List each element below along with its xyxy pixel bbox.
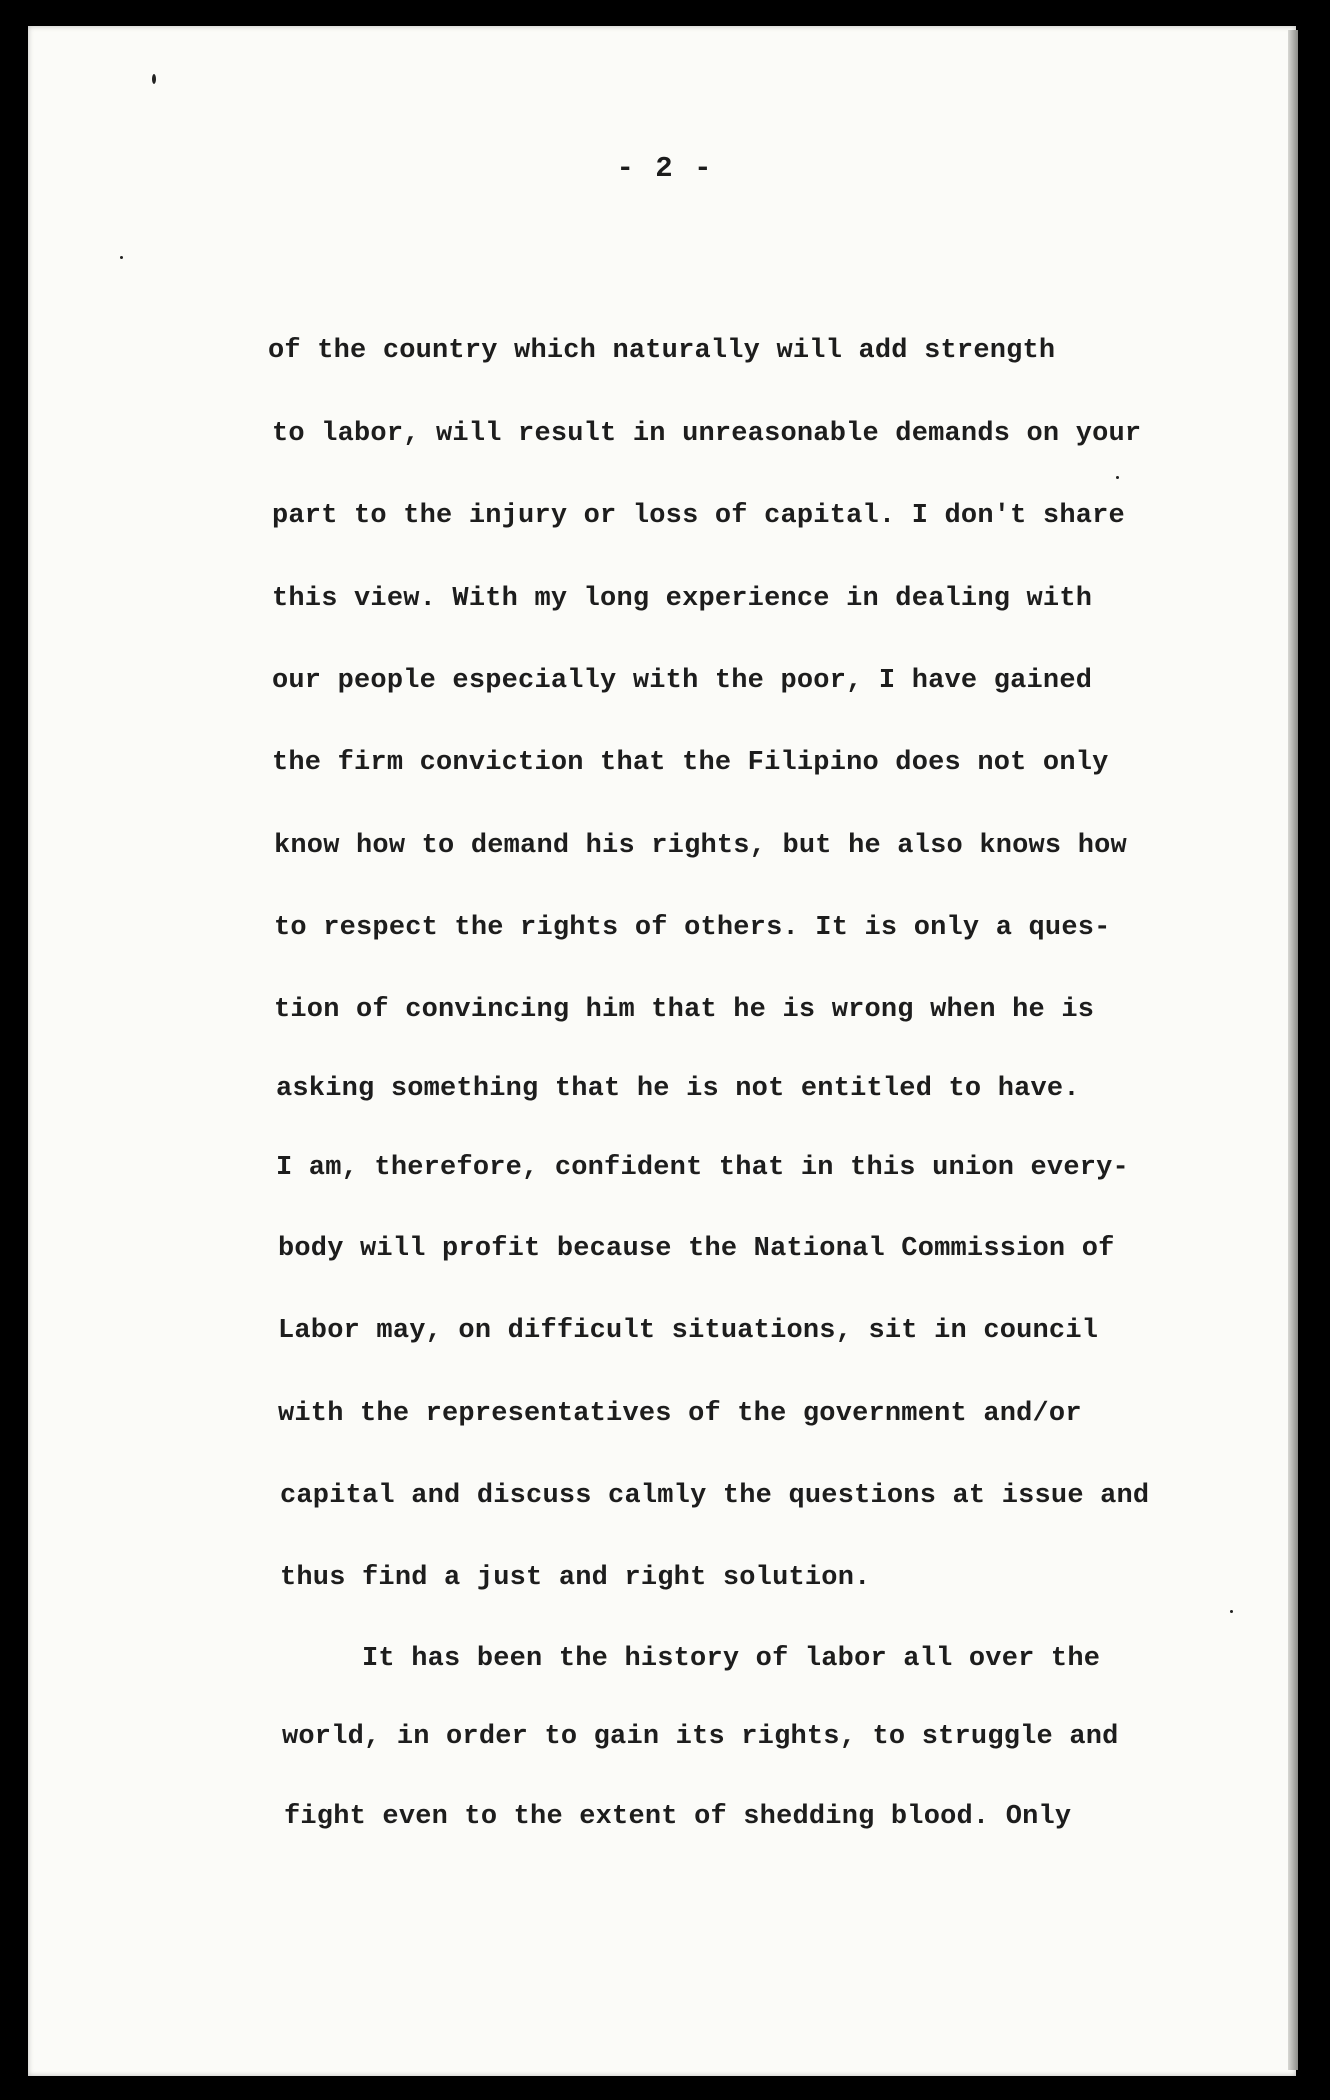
text-line: asking something that he is not entitled to have. (276, 1074, 1080, 1104)
text-line: to respect the rights of others. It is only a ques- (274, 913, 1111, 943)
page-number: - 2 - (616, 152, 714, 185)
text-line: world, in order to gain its rights, to struggle and (282, 1722, 1119, 1752)
text-line: thus find a just and right solution. (280, 1563, 871, 1593)
ink-speck (120, 256, 123, 259)
text-line: with the representatives of the government and/or (278, 1399, 1082, 1429)
text-line: I am, therefore, confident that in this union every- (276, 1153, 1129, 1183)
text-line: Labor may, on difficult situations, sit in council (278, 1316, 1099, 1346)
text-line: to labor, will result in unreasonable demands on your (272, 419, 1142, 449)
page-edge-shadow (1288, 30, 1298, 2070)
text-line: tion of convincing him that he is wrong when he is (274, 995, 1095, 1025)
text-line: fight even to the extent of shedding blood. Only (284, 1802, 1072, 1832)
ink-speck (1230, 1610, 1233, 1613)
text-line: of the country which naturally will add strength (268, 336, 1056, 366)
text-line: the firm conviction that the Filipino does not only (272, 748, 1109, 778)
text-line: It has been the history of labor all over the (362, 1644, 1101, 1674)
text-line: body will profit because the National Commission of (278, 1234, 1115, 1264)
text-line: our people especially with the poor, I have gained (272, 666, 1093, 696)
text-line: part to the injury or loss of capital. I don't share (272, 501, 1125, 531)
ink-speck (152, 74, 156, 84)
ink-speck (1116, 476, 1119, 479)
text-line: this view. With my long experience in dealing with (272, 584, 1093, 614)
text-line: know how to demand his rights, but he also knows how (274, 831, 1127, 861)
text-line: capital and discuss calmly the questions at issue and (280, 1481, 1150, 1511)
typed-page (28, 26, 1296, 2076)
